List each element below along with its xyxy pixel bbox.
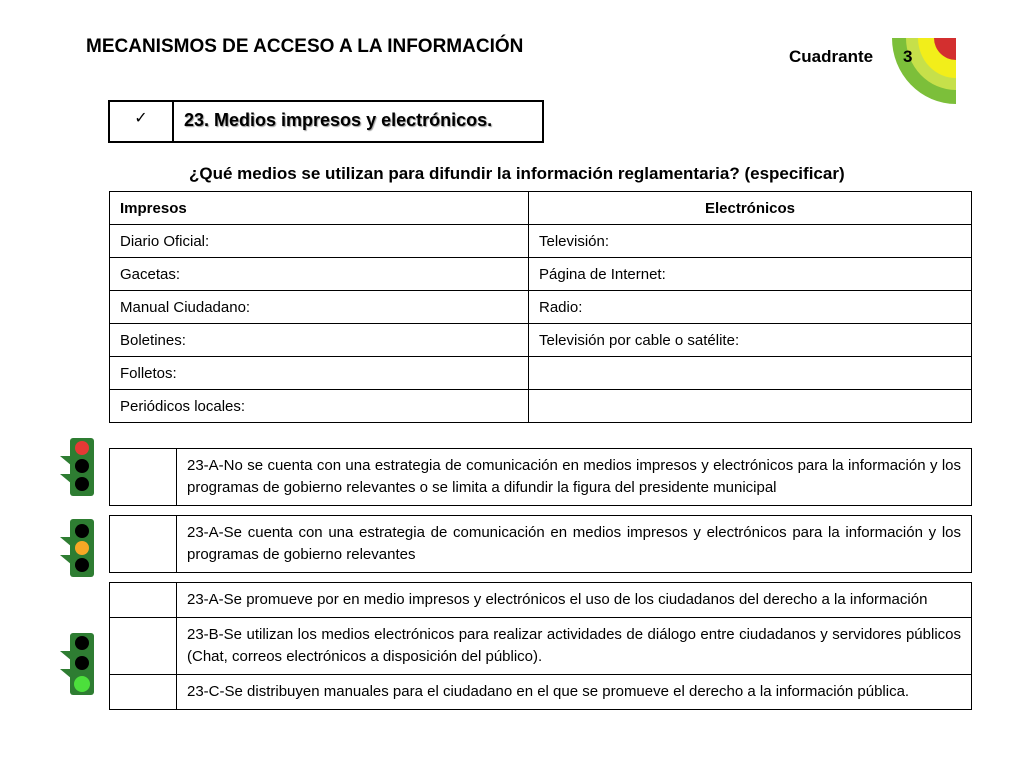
- table-cell[interactable]: [529, 390, 972, 423]
- page-title: MECANISMOS DE ACCESO A LA INFORMACIÓN: [86, 36, 524, 57]
- option-row: [110, 675, 972, 710]
- media-table: [109, 191, 972, 423]
- question-text: ¿Qué medios se utilizan para difundir la información reglamentaria? (especificar): [189, 164, 845, 183]
- option-text: 23-A-Se cuenta con una estrategia de comunicación en medios impresos y electrónicos para la información y los programas de gobierno relevantes: [177, 516, 972, 573]
- column-header-impresos: Impresos: [110, 192, 529, 225]
- table-cell[interactable]: Radio:: [529, 291, 972, 324]
- traffic-light-green-icon: [60, 633, 96, 695]
- quadrant-icon: [892, 38, 956, 104]
- option-checkbox[interactable]: [110, 583, 177, 618]
- table-cell[interactable]: Televisión:: [529, 225, 972, 258]
- option-row: [110, 618, 972, 675]
- table-cell[interactable]: Gacetas:: [110, 258, 529, 291]
- table-cell[interactable]: [529, 357, 972, 390]
- table-header-row: [110, 192, 972, 225]
- traffic-light-yellow-icon: [60, 519, 96, 581]
- table-row: [110, 258, 972, 291]
- option-text: 23-A-Se promueve por en medio impresos y electrónicos el uso de los ciudadanos del derecho a la información: [177, 583, 972, 618]
- option-table-red: [109, 448, 972, 506]
- option-text: 23-C-Se distribuyen manuales para el ciudadano en el que se promueve el derecho a la información pública.: [177, 675, 972, 710]
- table-cell[interactable]: Manual Ciudadano:: [110, 291, 529, 324]
- quadrant-label: Cuadrante: [789, 47, 874, 66]
- table-cell[interactable]: Diario Oficial:: [110, 225, 529, 258]
- option-row: [110, 583, 972, 618]
- quadrant-number: 3: [903, 47, 913, 66]
- check-icon[interactable]: ✓: [110, 102, 174, 141]
- option-checkbox[interactable]: [110, 675, 177, 710]
- option-checkbox[interactable]: [110, 618, 177, 675]
- table-cell[interactable]: Folletos:: [110, 357, 529, 390]
- option-checkbox[interactable]: [110, 449, 177, 506]
- table-cell[interactable]: Boletines:: [110, 324, 529, 357]
- topic-box: [108, 100, 544, 143]
- table-row: [110, 390, 972, 423]
- option-text: 23-B-Se utilizan los medios electrónicos para realizar actividades de diálogo entre ciudadanos y servidores públicos (Chat, correos electrónicos a disposición del público).: [177, 618, 972, 675]
- table-cell[interactable]: Televisión por cable o satélite:: [529, 324, 972, 357]
- option-table-green: [109, 582, 972, 710]
- table-row: [110, 225, 972, 258]
- option-row: [110, 449, 972, 506]
- option-row: [110, 516, 972, 573]
- option-text: 23-A-No se cuenta con una estrategia de comunicación en medios impresos y electrónicos para la información y los programas de gobierno relevantes o se limita a difundir la figura del presidente municipal: [177, 449, 972, 506]
- table-row: [110, 357, 972, 390]
- topic-label: 23. Medios impresos y electrónicos.: [184, 110, 493, 130]
- option-table-yellow: [109, 515, 972, 573]
- traffic-light-red-icon: [60, 438, 96, 500]
- table-cell[interactable]: Página de Internet:: [529, 258, 972, 291]
- table-row: [110, 291, 972, 324]
- table-cell[interactable]: Periódicos locales:: [110, 390, 529, 423]
- option-checkbox[interactable]: [110, 516, 177, 573]
- column-header-electronicos: Electrónicos: [529, 192, 972, 225]
- table-row: [110, 324, 972, 357]
